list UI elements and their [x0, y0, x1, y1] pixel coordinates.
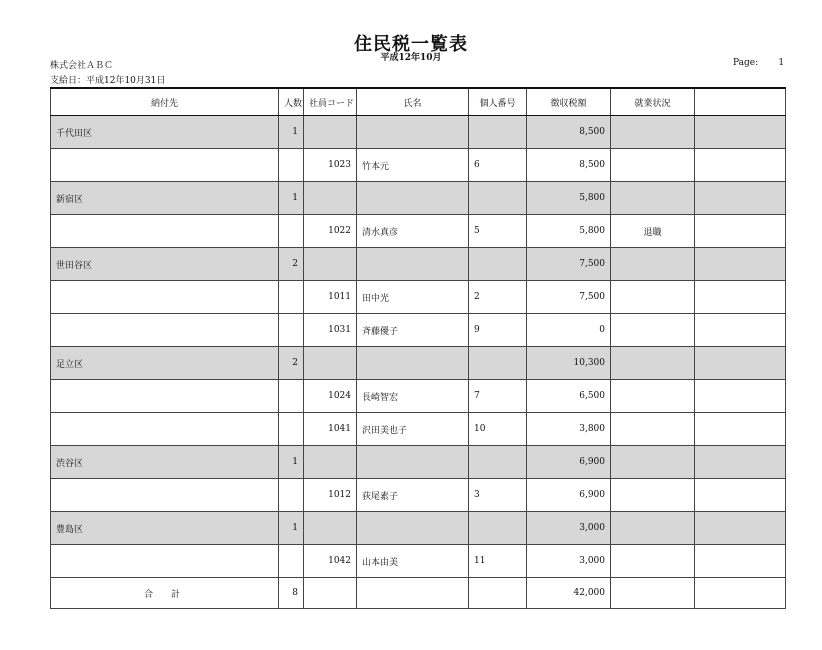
cell-count — [279, 479, 304, 512]
total-row — [51, 578, 786, 609]
table-body — [51, 116, 786, 609]
cell-employment-status — [611, 512, 695, 545]
table-row — [51, 479, 786, 512]
cell-name: 山本由美 — [357, 545, 469, 578]
cell-empty — [469, 578, 527, 609]
cell-personal-number — [469, 347, 527, 380]
cell-blank — [695, 149, 786, 182]
table-row — [51, 182, 786, 215]
cell-tax-amount: 3,000 — [527, 545, 611, 578]
cell-tax-amount: 10,300 — [527, 347, 611, 380]
cell-name: 沢田美也子 — [357, 413, 469, 446]
company-name: 株式会社ＡＢＣ — [50, 61, 114, 71]
cell-blank — [695, 380, 786, 413]
cell-tax-amount: 7,500 — [527, 248, 611, 281]
cell-personal-number: 11 — [469, 545, 527, 578]
total-amount: 42,000 — [527, 578, 611, 609]
cell-empty — [357, 578, 469, 609]
cell-employment-status — [611, 479, 695, 512]
cell-employment-status — [611, 116, 695, 149]
cell-blank — [695, 248, 786, 281]
cell-count — [279, 149, 304, 182]
cell-tax-amount: 3,800 — [527, 413, 611, 446]
cell-blank — [695, 413, 786, 446]
cell-payee: 豊島区 — [51, 512, 279, 545]
cell-blank — [695, 347, 786, 380]
cell-count: 1 — [279, 512, 304, 545]
cell-blank — [695, 314, 786, 347]
col-header-blank — [695, 88, 786, 116]
total-count: 8 — [279, 578, 304, 609]
cell-tax-amount: 3,000 — [527, 512, 611, 545]
cell-personal-number: 3 — [469, 479, 527, 512]
cell-count: 1 — [279, 182, 304, 215]
table-row — [51, 215, 786, 248]
cell-employment-status — [611, 413, 695, 446]
cell-name: 荻尾素子 — [357, 479, 469, 512]
table-row — [51, 347, 786, 380]
table-row — [51, 380, 786, 413]
cell-payee — [51, 281, 279, 314]
cell-blank — [695, 479, 786, 512]
cell-employee-code — [304, 116, 357, 149]
cell-name: 斉藤優子 — [357, 314, 469, 347]
cell-count: 1 — [279, 446, 304, 479]
cell-personal-number — [469, 116, 527, 149]
cell-count: 2 — [279, 347, 304, 380]
cell-name — [357, 182, 469, 215]
cell-tax-amount: 7,500 — [527, 281, 611, 314]
cell-tax-amount: 6,900 — [527, 479, 611, 512]
cell-name — [357, 116, 469, 149]
cell-tax-amount: 8,500 — [527, 116, 611, 149]
cell-name: 竹本元 — [357, 149, 469, 182]
cell-empty — [695, 578, 786, 609]
table-header-row — [51, 88, 786, 116]
cell-employee-code: 1042 — [304, 545, 357, 578]
cell-employment-status — [611, 182, 695, 215]
cell-count — [279, 215, 304, 248]
col-header-employment-status: 就業状況 — [611, 88, 695, 116]
total-label: 合計 — [51, 578, 279, 609]
cell-employee-code: 1022 — [304, 215, 357, 248]
cell-payee — [51, 314, 279, 347]
cell-personal-number: 5 — [469, 215, 527, 248]
table-row — [51, 446, 786, 479]
cell-blank — [695, 281, 786, 314]
cell-employee-code: 1011 — [304, 281, 357, 314]
cell-employee-code — [304, 446, 357, 479]
cell-employment-status — [611, 347, 695, 380]
pay-date: 支給日：平成12年10月31日 — [50, 76, 166, 86]
table-row — [51, 413, 786, 446]
cell-name: 長崎智宏 — [357, 380, 469, 413]
cell-payee — [51, 545, 279, 578]
report-title: 住民税一覧表 — [354, 34, 468, 55]
col-header-count: 人数 — [279, 88, 304, 116]
col-header-payee: 納付先 — [51, 88, 279, 116]
cell-tax-amount: 0 — [527, 314, 611, 347]
cell-employee-code: 1012 — [304, 479, 357, 512]
table-row — [51, 149, 786, 182]
cell-payee: 新宿区 — [51, 182, 279, 215]
table-row — [51, 281, 786, 314]
cell-payee: 渋谷区 — [51, 446, 279, 479]
cell-employment-status — [611, 446, 695, 479]
report-period: 平成12年10月 — [380, 53, 442, 63]
cell-employment-status — [611, 314, 695, 347]
cell-payee — [51, 479, 279, 512]
cell-personal-number: 2 — [469, 281, 527, 314]
cell-blank — [695, 446, 786, 479]
cell-employee-code — [304, 182, 357, 215]
cell-personal-number: 6 — [469, 149, 527, 182]
cell-payee — [51, 380, 279, 413]
cell-tax-amount: 5,800 — [527, 215, 611, 248]
cell-personal-number: 10 — [469, 413, 527, 446]
cell-blank — [695, 512, 786, 545]
cell-payee: 足立区 — [51, 347, 279, 380]
cell-employment-status — [611, 248, 695, 281]
cell-tax-amount: 6,500 — [527, 380, 611, 413]
page-number: 1 — [778, 58, 785, 68]
cell-personal-number — [469, 446, 527, 479]
cell-tax-amount: 8,500 — [527, 149, 611, 182]
cell-count: 2 — [279, 248, 304, 281]
table-row — [51, 248, 786, 281]
table-row — [51, 545, 786, 578]
table-row — [51, 116, 786, 149]
resident-tax-table — [50, 87, 786, 609]
col-header-tax-amount: 徴収税額 — [527, 88, 611, 116]
cell-tax-amount: 5,800 — [527, 182, 611, 215]
page-label: Page: — [733, 58, 759, 68]
cell-employee-code — [304, 512, 357, 545]
cell-payee — [51, 149, 279, 182]
cell-empty — [304, 578, 357, 609]
cell-employee-code: 1023 — [304, 149, 357, 182]
cell-count: 1 — [279, 116, 304, 149]
cell-personal-number — [469, 182, 527, 215]
cell-name: 清水真彦 — [357, 215, 469, 248]
col-header-personal-number: 個人番号 — [469, 88, 527, 116]
cell-name — [357, 347, 469, 380]
cell-personal-number — [469, 248, 527, 281]
cell-count — [279, 545, 304, 578]
cell-tax-amount: 6,900 — [527, 446, 611, 479]
cell-payee: 世田谷区 — [51, 248, 279, 281]
cell-payee — [51, 215, 279, 248]
cell-employee-code: 1024 — [304, 380, 357, 413]
table-row — [51, 512, 786, 545]
cell-count — [279, 380, 304, 413]
cell-payee: 千代田区 — [51, 116, 279, 149]
table-row — [51, 314, 786, 347]
cell-personal-number — [469, 512, 527, 545]
cell-name — [357, 446, 469, 479]
cell-employment-status — [611, 380, 695, 413]
cell-count — [279, 281, 304, 314]
cell-blank — [695, 182, 786, 215]
cell-payee — [51, 413, 279, 446]
cell-empty — [611, 578, 695, 609]
cell-employment-status — [611, 545, 695, 578]
cell-personal-number: 7 — [469, 380, 527, 413]
cell-blank — [695, 215, 786, 248]
cell-employment-status — [611, 281, 695, 314]
page-indicator — [733, 58, 784, 68]
cell-blank — [695, 545, 786, 578]
cell-employment-status: 退職 — [611, 215, 695, 248]
cell-name — [357, 248, 469, 281]
cell-name — [357, 512, 469, 545]
cell-employee-code — [304, 347, 357, 380]
cell-personal-number: 9 — [469, 314, 527, 347]
col-header-name: 氏名 — [357, 88, 469, 116]
cell-employee-code — [304, 248, 357, 281]
cell-name: 田中光 — [357, 281, 469, 314]
cell-employment-status — [611, 149, 695, 182]
cell-count — [279, 413, 304, 446]
cell-count — [279, 314, 304, 347]
col-header-employee-code: 社員コード — [304, 88, 357, 116]
cell-employee-code: 1041 — [304, 413, 357, 446]
cell-blank — [695, 116, 786, 149]
cell-employee-code: 1031 — [304, 314, 357, 347]
